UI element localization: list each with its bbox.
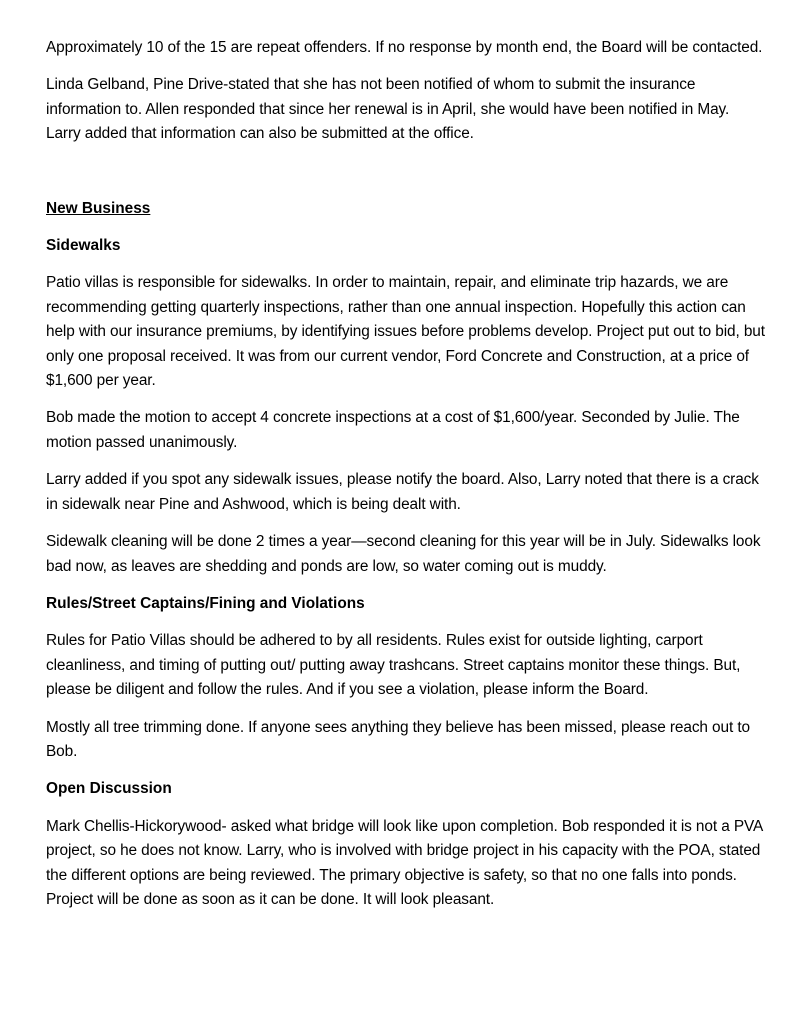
subheading-rules: Rules/Street Captains/Fining and Violations <box>46 594 365 612</box>
subheading-sidewalks: Sidewalks <box>46 237 121 255</box>
section-heading-open-discussion: Open Discussion <box>46 780 172 798</box>
paragraph-rules: Rules for Patio Villas should be adhered to by all residents. Rules exist for outside lighting, carport cleanliness, and timing of putting out/ putting away trashcans. Street captains monitor these things. But, please be diligent and follow the rules. And if you see a violation, please inform the Board. <box>46 632 741 699</box>
document-body <box>46 36 766 925</box>
paragraph-sidewalks-cleaning: Sidewalk cleaning will be done 2 times a year—second cleaning for this year will be in July. Sidewalks look bad now, as leaves are shedding and ponds are low, so water coming out is muddy. <box>46 533 761 575</box>
paragraph-sidewalks-motion: Bob made the motion to accept 4 concrete inspections at a cost of $1,600/year. Seconded by Julie. The motion passed unanimously. <box>46 409 740 451</box>
paragraph-tree-trimming: Mostly all tree trimming done. If anyone sees anything they believe has been missed, please reach out to Bob. <box>46 718 750 760</box>
section-spacer <box>46 160 766 197</box>
paragraph-sidewalks-issues: Larry added if you spot any sidewalk issues, please notify the board. Also, Larry noted that there is a crack in sidewalk near Pine and Ashwood, which is being dealt with. <box>46 471 759 513</box>
paragraph-sidewalks-inspections: Patio villas is responsible for sidewalks. In order to maintain, repair, and eliminate trip hazards, we are recommending getting quarterly inspections, rather than one annual inspection. Hopefully this action can help with our insurance premiums, by identifying issues before problems develop. Project put out to bid, but only one proposal received. It was from our current vendor, Ford Concrete and Construction, at a price of $1,600 per year. <box>46 274 765 390</box>
paragraph-repeat-offenders: Approximately 10 of the 15 are repeat offenders. If no response by month end, the Board will be contacted. <box>46 39 763 56</box>
paragraph-bridge-discussion: Mark Chellis-Hickorywood- asked what bridge will look like upon completion. Bob responded it is not a PVA project, so he does not know. Larry, who is involved with bridge project in his capacity with the POA, stated the different options are being reviewed. The primary objective is safety, so that no one falls into ponds. Project will be done as soon as it can be done. It will look pleasant. <box>46 817 763 908</box>
section-heading-new-business: New Business <box>46 199 151 217</box>
paragraph-insurance-info: Linda Gelband, Pine Drive-stated that she has not been notified of whom to submit the insurance information to. Allen responded that since her renewal is in April, she would have been notified in May. Larry added that information can also be submitted at the office. <box>46 76 730 143</box>
